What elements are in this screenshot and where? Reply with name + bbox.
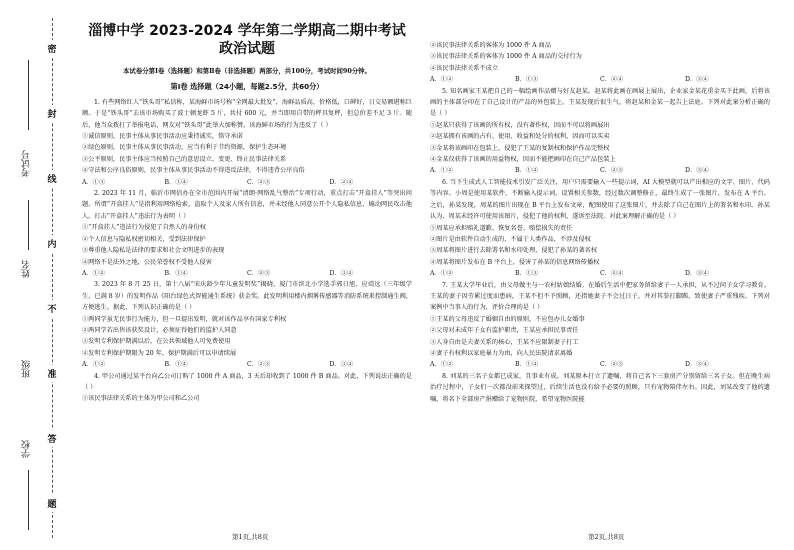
option-a: A．①② bbox=[82, 269, 106, 277]
seal-char: 答 bbox=[46, 430, 58, 447]
option-b: B．①④ bbox=[515, 361, 539, 369]
seal-char: 题 bbox=[46, 495, 58, 512]
answer-item: ②父母对未成年子女有监护职责，王某应承担民事责任 bbox=[430, 327, 579, 335]
option-c: C．②④ bbox=[600, 76, 624, 84]
option-c: C．②③ bbox=[247, 361, 271, 369]
option-c: C．②③ bbox=[600, 361, 624, 369]
page-2-column bbox=[430, 40, 770, 405]
answer-item: ③金某将该画印在包装上，侵犯了王某的复制权和保护作品完整权 bbox=[430, 144, 610, 152]
school-label: 学校 bbox=[22, 440, 32, 458]
question-stem: 2. 2023 年 11 月，临沂市网信办在全市范围内开展“清朗·网络乱气整治”专项行动，重点打击“开盒挂人”等突出问题。所谓“开盒挂人”是指利用网络检索，盗取个人及家人所有信息，并未经他人同意公开个人隐私信息，煽动网民攻击他人。打击“开盒挂人”违法行为表明（ ） bbox=[82, 190, 412, 220]
name-blank bbox=[28, 200, 30, 250]
class-label: 班级 bbox=[22, 360, 32, 378]
seal-char: 准 bbox=[46, 365, 58, 382]
question-stem: 5. 知名画家王某把自己的一幅绘画作品赠与好友赵某。赵某将此画在画展上展出，企业家金某花重金买下此画，后将该画的主体部分印在了自己设计的产品的外包装上。王某发现后很生气，将赵某和金某一起告上法庭。下列对此案分析正确的是（ ） bbox=[430, 87, 770, 118]
question-stem: 4. 甲公司通过某平台向乙公司订购了 1000 件 A 商品，3 天后却收到了 1000 件 B 商品。对此，下列说法正确的是（ ） bbox=[82, 372, 412, 391]
answer-item: ②图片是由软件自动生成的，不属于人类作品，不涉及侵权 bbox=[430, 235, 591, 243]
seal-char: 封 bbox=[46, 105, 58, 122]
option-d: D．③④ bbox=[685, 76, 709, 84]
answer-options bbox=[430, 165, 770, 176]
question-stem: 8. 刘某的三名子女都已成家，且事业有成。刘某原本打立了遗嘱，将自己名下三套房产分别留给三名子女。但在晚生病治疗过程中，子女们一次都没前来探望过，后续生活也没有给予必要的照顾，只有宠物陪伴左右。因此，刘某改变了他的遗嘱，将名下全部房产捐赠给了宠物医院，希望宠物医院能 bbox=[430, 372, 770, 403]
answer-item: ③尊重他人隐私是法律的要求和社会文明进步的表现 bbox=[82, 247, 225, 255]
page-1-column bbox=[82, 8, 412, 405]
answer-item: ③公平原则，民事主体应当按照自己的意思设立、变更、终止民事法律关系 bbox=[82, 155, 287, 163]
option-c: C．②③ bbox=[247, 178, 271, 186]
option-d: D．③④ bbox=[685, 270, 709, 278]
option-b: B．①③ bbox=[515, 76, 539, 84]
answer-item: ③发明专利保护期满以后，在公共领域他人可免费使用 bbox=[82, 338, 231, 346]
option-a: A．①② bbox=[430, 270, 454, 278]
seal-char: 密 bbox=[46, 40, 58, 57]
option-c: C．②④ bbox=[600, 270, 624, 278]
question-stem: 1. 有些网络红人“铁头哥”私信称，某海鲜市场号称“全网最大批发”，海鲜品质高，价格低，口碑好，日交易额堪称巨额。于是“铁头哥”去该市场购买了波士顿龙虾 5 斤，共付 600 元，并当即用自带的秤具复秤，但总价差不足 3 斤。随后，他当众拨打了举报电话，网友对“铁头哥”此举大加称赞。该海鲜市场的行为违反了（ ） bbox=[82, 98, 412, 129]
seal-char: 内 bbox=[46, 235, 58, 252]
answer-item: ④发明专利保护期限为 20 年，保护期满后可以申请续展 bbox=[82, 349, 237, 357]
answer-item: ④周某将图片发布在 B 平台上，侵害了孙某的信息网络传播权 bbox=[430, 258, 600, 266]
option-d: D．③④ bbox=[685, 167, 709, 175]
answer-options bbox=[82, 359, 412, 370]
answer-item: ②绿色原则，民事主体从事民事活动，应当有利于节约资源，保护生态环境 bbox=[82, 144, 287, 152]
answer-item: ②该民事法律关系的客体为 1000 件 A 商品 bbox=[430, 42, 551, 49]
option-b: B．①③ bbox=[515, 270, 539, 278]
answer-item: ①赵某只获得了该画的所有权，没有著作权，因而不可以将画展出 bbox=[430, 121, 610, 129]
answer-item: ③人身自由是夫妻关系的核心，王某不应限制妻子打工 bbox=[430, 338, 579, 346]
answer-item: ④妻子有权利以家庭暴力为由，向人民法院请求离婚 bbox=[430, 349, 573, 357]
option-a: A．①② bbox=[430, 361, 454, 369]
seal-char: 线 bbox=[46, 170, 58, 187]
question-stem: 3. 2023 年 8 月 25 日，第十八届“宋庆龄少年儿童发明奖”揭晓，厦门市滨北小学选手郭日旭、应靖远（三年级学生，已满 8 岁）的发明作品《阳台绿色式智能通生系统》获金奖。此发明利用楼内烟雾传感器等消防系统来控制通生阀，方便逃生。据此，下列认识正确的是（ ） bbox=[82, 281, 412, 312]
exam-note: 本试卷分第Ⅰ卷（选择题）和第Ⅱ卷（非选择题）两部分，共100分，考试时间90分钟。 bbox=[123, 67, 371, 75]
question-stem: 7. 王某大学毕业后，由父母做主与一农村姑娘结婚。在婚后生活中把家务留给妻子一人承担，从不过问子女学习教育。王某的妻子因劳累过度而患病，王某不但不予照顾，还指她妻子不会过日子，并对其拳打脚踢，致使妻子严重残疾。下列对案例中当事人的行为，评价合理的是（ ） bbox=[430, 281, 770, 312]
page-2-footer: 第2页,共8页 bbox=[588, 533, 625, 541]
option-b: B．①④ bbox=[515, 167, 539, 175]
option-a: A．①② bbox=[82, 361, 106, 369]
answer-item: ③周某将图片进行去除署名和水印处理，侵犯了孙某的著名权 bbox=[430, 247, 598, 255]
answer-item: ①“开盒挂人”违法行为侵犯了自然人的身份权 bbox=[82, 224, 206, 232]
answer-item: ①诚信原则，民事主体从事民事活动应秉持诚实，恪守承诺 bbox=[82, 133, 243, 141]
exam-title: 淄博中学 2023-2024 学年第二学期高二期中考试政治试题 bbox=[88, 23, 406, 57]
seal-char: 不 bbox=[46, 300, 58, 317]
answer-item: ②个人信息与隐私权密切相关，受到法律保护 bbox=[82, 235, 206, 243]
option-a: A．①② bbox=[430, 167, 454, 175]
answer-item: ②赵某拥有该画的占有、使用、收益和处分的权利，因而可以买卖 bbox=[430, 133, 610, 141]
answer-item: ①两同学虽无民事行为能力，但一旦提出发明，就对该作品享有国家专利权 bbox=[82, 315, 287, 323]
answer-options bbox=[430, 74, 770, 85]
seal-line bbox=[52, 18, 53, 538]
option-d: D．②④ bbox=[329, 178, 354, 186]
answer-item: ④守法和公序良俗原则，民事主体从事民事活动不得违反法律，不得违背公序良俗 bbox=[82, 167, 305, 175]
section-heading: 第Ⅰ卷 选择题（24小题，每题2.5分，共60分） bbox=[170, 82, 324, 92]
answer-item: ①周某应承担赔礼道歉、恢复名誉、赔偿损失的责任 bbox=[430, 224, 573, 232]
question-stem: 6. 当下生成式人工智能技术引发广泛关注，用户只需要输入一些提示词，AI 大模型就可以产出相应的文字、图片、代码等内容。小周是使用某软件，不断输入提示词，设置相关参数，经过数次调整修正，最终生成了一张图片，发布在 A 平台。之后，孙某发现，周某的图片出现在 B 平台上发布文章，配图使用了这张图片，并去除了自己在图片上的署名和水印。孙某认为，周某未经许可使用该图片，侵犯了他的权利，遂诉至法院。对此案理解正确的是（ ） bbox=[430, 178, 770, 221]
answer-item: ③该民事法律关系的客体为 1000 件 A 商品的交付行为 bbox=[430, 53, 582, 61]
option-d: D．③④ bbox=[329, 269, 354, 277]
answer-item: ④金某仅获得了该画的用益物权，因而不能把画印在自己产品包装上 bbox=[430, 156, 616, 164]
option-c: C．②③ bbox=[247, 269, 271, 277]
name-label: 姓名 bbox=[22, 260, 32, 278]
answer-item: ①该民事法律关系的主体为甲公司和乙公司 bbox=[82, 395, 200, 403]
answer-options bbox=[82, 268, 412, 279]
option-b: B．①④ bbox=[164, 361, 188, 369]
option-d: D．③④ bbox=[329, 361, 354, 369]
answer-item: ②两同学若出售该获奖设计，必须征得他们的监护人同意 bbox=[82, 326, 237, 334]
option-b: B．①④ bbox=[164, 178, 188, 186]
option-a: A．①② bbox=[430, 76, 454, 84]
answer-options bbox=[430, 268, 770, 279]
option-b: B．①④ bbox=[164, 269, 188, 277]
option-d: D．③④ bbox=[685, 361, 709, 369]
answer-item: ④网络不是法外之地，公民荣誉权不受他人侵害 bbox=[82, 258, 212, 266]
answer-options bbox=[82, 177, 412, 188]
answer-item: ①王某的父母违反了婚姻自由的原则，不应包办儿女婚事 bbox=[430, 315, 585, 323]
page-1-footer: 第1页,共8页 bbox=[232, 533, 269, 541]
binding-margin bbox=[0, 0, 70, 550]
option-a: A．①③ bbox=[82, 178, 106, 186]
exam-id-blank bbox=[28, 60, 30, 130]
option-c: C．②③ bbox=[600, 167, 624, 175]
exam-id-label: 考试号 bbox=[22, 150, 32, 177]
school-blank bbox=[28, 470, 30, 530]
answer-options bbox=[430, 359, 770, 370]
answer-item: ④该民事法律关系不成立 bbox=[430, 64, 499, 72]
